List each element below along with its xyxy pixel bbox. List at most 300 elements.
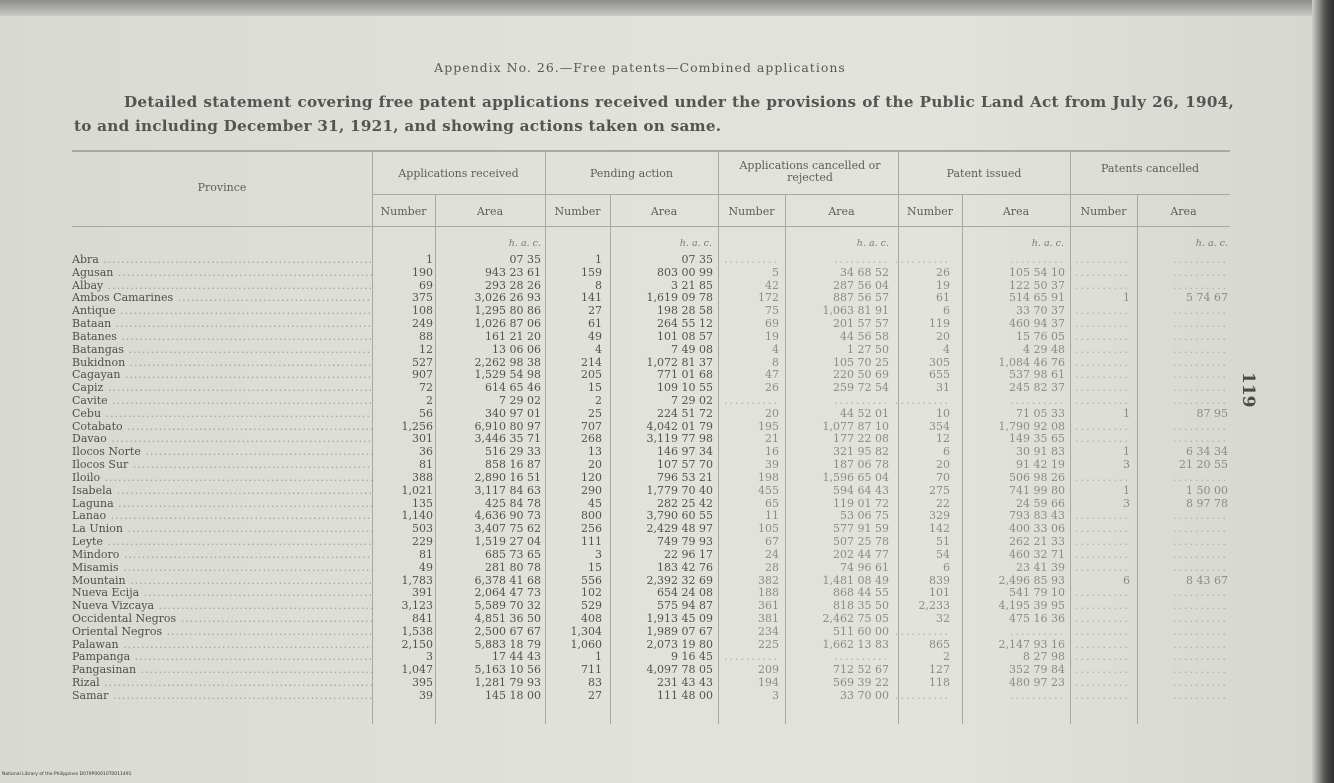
cell-xn: .......... [1075,688,1130,702]
cell-xn: .......... [1075,470,1130,484]
cell-ra: 2,064 47 73 [474,586,541,600]
cell-cn: 69 [765,317,779,331]
cell-pa: 2,392 32 69 [646,573,713,587]
cell-cn: 28 [765,560,779,574]
cell-pa: 264 55 12 [657,317,713,331]
table-row [0,575,1334,587]
header-patents-cancelled: Patents cancelled [1100,162,1200,175]
header-mid-rule [372,194,1230,195]
province-name: Rizal ..... [72,677,372,689]
cell-pn: 49 [588,329,602,343]
province-name: Misamis ..... [72,562,372,574]
cell-ca: 1,063 81 91 [822,304,889,318]
province-name: Cagayan ..... [72,369,372,381]
cell-ca: 818 35 50 [833,599,889,613]
cell-in: 655 [929,368,950,382]
cell-xa: .......... [1173,560,1228,574]
cell-in: 119 [929,317,950,331]
table-row [0,446,1334,458]
table-row [0,421,1334,433]
cell-pn: 13 [588,445,602,459]
cell-xn: .......... [1075,522,1130,536]
cell-xn: .......... [1075,265,1130,279]
cell-cn: 65 [765,496,779,510]
cell-rn: 1,140 [401,509,433,523]
table-row [0,562,1334,574]
cell-ia: 475 16 36 [1009,611,1065,625]
cell-ca: .......... [834,253,889,266]
cell-ra: 07 35 [509,253,541,266]
cell-ia: 506 98 26 [1009,470,1065,484]
cell-rn: 12 [419,342,433,356]
scan-footer: National Library of the Philippines D079P00010T0011491 [2,772,132,777]
cell-xa: .......... [1173,611,1228,625]
cell-ia: 23 41 39 [1016,560,1065,574]
cell-xa: .......... [1173,663,1228,677]
cell-in: 6 [943,304,950,318]
cell-in: .......... [895,253,950,266]
cell-xa: 21 20 55 [1179,458,1228,472]
cell-ca: 507 25 78 [833,535,889,549]
table-row [0,357,1334,369]
cell-xa: .......... [1173,547,1228,561]
cell-rn: 527 [412,355,433,369]
cell-in: 54 [936,547,950,561]
cell-pn: 556 [581,573,602,587]
province-name: Pampanga ..... [72,651,372,663]
cell-pa: 146 97 34 [657,445,713,459]
cell-pa: 198 28 58 [657,304,713,318]
table-row [0,664,1334,676]
cell-pn: 83 [588,676,602,690]
cell-in: 839 [929,573,950,587]
cell-ia: 245 82 37 [1009,381,1065,395]
cell-ra: 2,262 98 38 [474,355,541,369]
cell-ia: 15 76 05 [1016,329,1065,343]
cell-xn: .......... [1075,650,1130,664]
cell-ia: 1,084 46 76 [998,355,1065,369]
cell-ca: 201 57 57 [833,317,889,331]
cell-pn: 1,060 [570,637,602,651]
cell-in: 20 [936,329,950,343]
cell-pa: 3,119 77 98 [646,432,713,446]
cell-ia: 460 32 71 [1009,547,1065,561]
table-row [0,254,1334,266]
province-name: Batanes ..... [72,331,372,343]
cell-pa: 7 49 08 [671,342,713,356]
cell-xn: .......... [1075,586,1130,600]
cell-xn: 1 [1123,445,1130,459]
cell-xa: .......... [1173,676,1228,690]
cell-xa: 5 74 67 [1186,291,1228,305]
cell-xa: .......... [1173,509,1228,523]
cell-ra: 1,295 80 86 [474,304,541,318]
cell-ca: 569 39 22 [833,676,889,690]
cell-ca: 187 06 78 [833,458,889,472]
cell-pa: 231 43 43 [657,676,713,690]
cell-ra: 3,407 75 62 [474,522,541,536]
cell-cn: 47 [765,368,779,382]
unit-label: h. a. c. [1195,238,1228,249]
cell-pn: 800 [581,509,602,523]
cell-ca: 577 91 59 [833,522,889,536]
cell-cn: 5 [772,265,779,279]
cell-pn: 15 [588,560,602,574]
cell-rn: 391 [412,586,433,600]
cell-ra: 1,519 27 04 [474,535,541,549]
cell-pa: 1,913 45 09 [646,611,713,625]
table-row [0,382,1334,394]
cell-pn: 61 [588,317,602,331]
province-name: Cebu ..... [72,408,372,420]
subheader-area: Area [1002,205,1030,218]
unit-label: h. a. c. [856,238,889,249]
cell-pa: 654 24 08 [657,586,713,600]
cell-ca: 594 64 43 [833,483,889,497]
cell-xn: .......... [1075,253,1130,266]
cell-xn: .......... [1075,535,1130,549]
cell-xa: .......... [1173,419,1228,433]
cell-cn: 24 [765,547,779,561]
table-row [0,292,1334,304]
table-row [0,651,1334,663]
cell-pn: 1 [595,650,602,664]
cell-ra: 281 80 78 [485,560,541,574]
cell-pn: 20 [588,458,602,472]
cell-ia: 30 91 83 [1016,445,1065,459]
cell-xa: .......... [1173,278,1228,292]
cell-pa: 1,989 07 67 [646,624,713,638]
cell-xa: .......... [1173,394,1228,408]
province-name: Mindoro ..... [72,549,372,561]
cell-pn: 408 [581,611,602,625]
cell-in: 354 [929,419,950,433]
cell-rn: 3 [426,650,433,664]
province-name: Agusan ..... [72,267,372,279]
cell-pn: 1 [595,253,602,266]
table-row [0,690,1334,702]
subheader-area: Area [650,205,678,218]
cell-pa: 771 01 68 [657,368,713,382]
cell-ca: 1,077 87 10 [822,419,889,433]
cell-ia: 537 98 61 [1009,368,1065,382]
cell-ca: 220 50 69 [833,368,889,382]
cell-xn: .......... [1075,329,1130,343]
cell-in: 275 [929,483,950,497]
cell-pn: 45 [588,496,602,510]
cell-in: 142 [929,522,950,536]
cell-rn: 3,123 [401,599,433,613]
cell-pa: 111 48 00 [657,688,713,702]
cell-xa: 1 50 00 [1186,483,1228,497]
cell-pn: 2 [595,394,602,408]
cell-rn: 190 [412,265,433,279]
cell-xn: .......... [1075,355,1130,369]
cell-ia: 24 59 66 [1016,496,1065,510]
cell-cn: 4 [772,342,779,356]
cell-xn: .......... [1075,381,1130,395]
cell-xn: .......... [1075,342,1130,356]
province-name: Ilocos Sur ..... [72,459,372,471]
cell-in: 865 [929,637,950,651]
cell-in: 2,233 [918,599,950,613]
cell-ca: 34 68 52 [840,265,889,279]
cell-ra: 858 16 87 [485,458,541,472]
appendix-title: Appendix No. 26.—Free patents—Combined applications [434,60,846,75]
cell-xn: .......... [1075,419,1130,433]
cell-in: 10 [936,406,950,420]
cell-xa: 87 95 [1196,406,1228,420]
cell-ia: .......... [1010,253,1065,266]
province-name: Batangas ..... [72,344,372,356]
province-name: Bataan ..... [72,318,372,330]
cell-rn: 108 [412,304,433,318]
table-row [0,305,1334,317]
province-name: Ilocos Norte ..... [72,446,372,458]
scan-top-edge [0,0,1334,16]
cell-in: 26 [936,265,950,279]
cell-rn: 229 [412,535,433,549]
province-name: Abra ..... [72,254,372,266]
cell-ra: 3,117 84 63 [474,483,541,497]
cell-ra: 1,281 79 93 [474,676,541,690]
cell-ca: 74 96 61 [840,560,889,574]
province-name: Davao ..... [72,433,372,445]
cell-rn: 907 [412,368,433,382]
cell-rn: 81 [419,547,433,561]
province-name: Iloilo ..... [72,472,372,484]
cell-ia: .......... [1010,688,1065,702]
cell-cn: 188 [758,586,779,600]
province-name: Lanao ..... [72,510,372,522]
cell-cn: 11 [765,509,779,523]
cell-pa: 224 51 72 [657,406,713,420]
table-row [0,395,1334,407]
cell-rn: 841 [412,611,433,625]
cell-pa: 1,779 70 40 [646,483,713,497]
cell-ia: 480 97 23 [1009,676,1065,690]
cell-pn: 3 [595,547,602,561]
cell-pn: 707 [581,419,602,433]
cell-pn: 4 [595,342,602,356]
cell-ia: 2,147 93 16 [998,637,1065,651]
cell-pn: 268 [581,432,602,446]
cell-ia: 4,195 39 95 [998,599,1065,613]
cell-rn: 375 [412,291,433,305]
cell-in: 61 [936,291,950,305]
cell-in: 20 [936,458,950,472]
cell-xa: .......... [1173,637,1228,651]
subheader-number: Number [728,205,775,218]
cell-ra: 293 28 26 [485,278,541,292]
cell-ra: 1,026 87 06 [474,317,541,331]
cell-pn: 102 [581,586,602,600]
province-name: Occidental Negros ..... [72,613,372,625]
cell-pa: 575 94 87 [657,599,713,613]
cell-in: 6 [943,560,950,574]
subheader-number: Number [554,205,601,218]
cell-xa: .......... [1173,432,1228,446]
cell-pa: 22 96 17 [664,547,713,561]
table-row [0,472,1334,484]
header-applications-cancelled: Applications cancelled or rejected [739,159,881,184]
cell-in: 6 [943,445,950,459]
cell-ia: 262 21 33 [1009,535,1065,549]
cell-ca: 287 56 04 [833,278,889,292]
cell-rn: 49 [419,560,433,574]
cell-pa: 803 00 99 [657,265,713,279]
cell-ca: 1,481 08 49 [822,573,889,587]
cell-xn: .......... [1075,317,1130,331]
cell-cn: 234 [758,624,779,638]
cell-ra: 943 23 61 [485,265,541,279]
cell-ra: 3,446 35 71 [474,432,541,446]
table-row [0,280,1334,292]
cell-xn: 1 [1123,291,1130,305]
cell-ia: 400 33 06 [1009,522,1065,536]
cell-xa: .......... [1173,470,1228,484]
table-row [0,639,1334,651]
province-name: Pangasinan ..... [72,664,372,676]
cell-rn: 301 [412,432,433,446]
cell-pn: 27 [588,688,602,702]
cell-xn: 3 [1123,496,1130,510]
cell-xn: .......... [1075,394,1130,408]
table-row [0,523,1334,535]
cell-ra: 17 44 43 [492,650,541,664]
cell-pn: 8 [595,278,602,292]
cell-in: 101 [929,586,950,600]
cell-ra: 425 84 78 [485,496,541,510]
cell-in: 32 [936,611,950,625]
cell-ra: 5,589 70 32 [474,599,541,613]
cell-pn: 290 [581,483,602,497]
province-name: Nueva Vizcaya ..... [72,600,372,612]
cell-xn: .......... [1075,637,1130,651]
cell-ia: 8 27 98 [1023,650,1065,664]
table-row [0,626,1334,638]
cell-cn: 105 [758,522,779,536]
cell-xn: .......... [1075,368,1130,382]
cell-ia: 514 65 91 [1009,291,1065,305]
cell-ca: 712 52 67 [833,663,889,677]
cell-cn: .......... [724,394,779,408]
cell-in: 22 [936,496,950,510]
cell-xa: 8 97 78 [1186,496,1228,510]
table-row [0,369,1334,381]
cell-xa: .......... [1173,522,1228,536]
subheader-number: Number [380,205,427,218]
cell-xa: .......... [1173,342,1228,356]
cell-pn: 111 [581,535,602,549]
cell-xa: .......... [1173,535,1228,549]
cell-ra: 3,026 26 93 [474,291,541,305]
cell-ca: 1 27 50 [847,342,889,356]
cell-ca: 33 70 00 [840,688,889,702]
cell-pa: 101 08 57 [657,329,713,343]
cell-rn: 81 [419,458,433,472]
cell-cn: .......... [724,253,779,266]
cell-ca: 202 44 77 [833,547,889,561]
cell-cn: 382 [758,573,779,587]
cell-cn: 381 [758,611,779,625]
province-name: Palawan ..... [72,639,372,651]
cell-xa: .......... [1173,688,1228,702]
page-number: 119 [1238,372,1258,408]
cell-cn: 19 [765,329,779,343]
cell-in: 70 [936,470,950,484]
subheader-area: Area [828,205,855,218]
cell-cn: 209 [758,663,779,677]
cell-xn: .......... [1075,304,1130,318]
unit-label: h. a. c. [508,238,541,249]
cell-pa: 1,619 09 78 [646,291,713,305]
subheader-number: Number [907,205,953,218]
cell-ia: .......... [1010,624,1065,638]
cell-cn: 8 [772,355,779,369]
header-applications-received: Applications received [398,167,519,180]
cell-xa: .......... [1173,368,1228,382]
cell-ia: 1,790 92 08 [998,419,1065,433]
cell-ra: 685 73 65 [485,547,541,561]
cell-pa: 7 29 02 [671,394,713,408]
province-name: Laguna ..... [72,498,372,510]
cell-rn: 1,256 [401,419,433,433]
subheader-area: Area [476,205,504,218]
cell-xa: .......... [1173,355,1228,369]
cell-ca: 259 72 54 [833,381,889,395]
cell-pn: 529 [581,599,602,613]
cell-xn: .......... [1075,663,1130,677]
cell-ca: 1,596 65 04 [822,470,889,484]
unit-label: h. a. c. [679,238,712,249]
cell-xa: 6 34 34 [1186,445,1228,459]
cell-xa: .......... [1173,381,1228,395]
cell-rn: 1,047 [401,663,433,677]
province-name: Oriental Negros ..... [72,626,372,638]
cell-xn: .......... [1075,547,1130,561]
cell-ra: 6,378 41 68 [474,573,541,587]
cell-pn: 256 [581,522,602,536]
cell-cn: 225 [758,637,779,651]
cell-cn: 67 [765,535,779,549]
cell-pa: 282 25 42 [657,496,713,510]
cell-ia: 149 35 65 [1009,432,1065,446]
cell-rn: 88 [419,329,433,343]
cell-ca: 53 06 75 [840,509,889,523]
cell-ca: .......... [834,650,889,664]
cell-pa: 796 53 21 [657,470,713,484]
cell-in: 12 [936,432,950,446]
cell-pn: 205 [581,368,602,382]
cell-ia: 105 54 10 [1009,265,1065,279]
cell-ra: 614 65 46 [485,381,541,395]
cell-in: 51 [936,535,950,549]
cell-ra: 1,529 54 98 [474,368,541,382]
cell-ca: 44 56 58 [840,329,889,343]
cell-ia: 741 99 80 [1009,483,1065,497]
cell-ia: 122 50 37 [1009,278,1065,292]
cell-cn: 26 [765,381,779,395]
cell-xn: 1 [1123,406,1130,420]
cell-cn: 172 [758,291,779,305]
cell-ra: 516 29 33 [485,445,541,459]
cell-xa: .......... [1173,265,1228,279]
cell-xn: .......... [1075,599,1130,613]
table-row [0,600,1334,612]
cell-xa: .......... [1173,650,1228,664]
header-pending-action: Pending action [589,167,674,180]
